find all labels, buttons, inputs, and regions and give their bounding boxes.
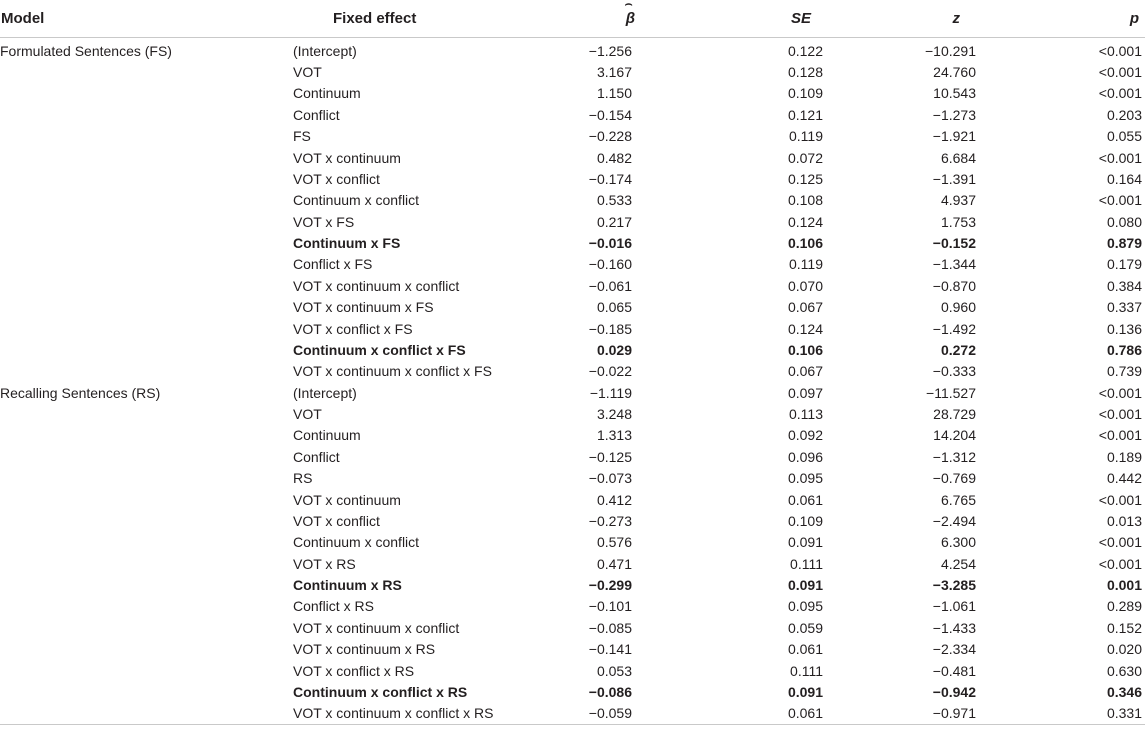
cell-fixed-effect: Conflict xyxy=(293,106,340,123)
header-model: Model xyxy=(0,0,290,38)
cell-se: 0.067 xyxy=(787,363,823,380)
table-row xyxy=(0,83,1145,104)
cell-p: 0.080 xyxy=(1106,213,1142,230)
cell-model xyxy=(0,104,290,125)
cell-model xyxy=(0,297,290,318)
cell-p: <0.001 xyxy=(1098,406,1142,423)
cell-fixed-effect: Conflict x FS xyxy=(293,256,373,273)
table-row xyxy=(0,147,1145,168)
cell-z: −0.769 xyxy=(932,470,976,487)
cell-beta: −0.061 xyxy=(588,277,632,294)
cell-beta: 3.248 xyxy=(596,406,632,423)
cell-fixed-effect: VOT x continuum xyxy=(293,149,401,166)
table-row xyxy=(0,532,1145,553)
cell-z: −1.921 xyxy=(932,128,976,145)
cell-fixed-effect: Continuum x RS xyxy=(293,577,402,594)
header-fixed-effect: Fixed effect xyxy=(290,0,560,38)
cell-beta: −0.185 xyxy=(588,320,632,337)
cell-p: 0.179 xyxy=(1106,256,1142,273)
cell-se: 0.122 xyxy=(787,42,823,59)
cell-model xyxy=(0,318,290,339)
table-bottom-rule xyxy=(0,725,1145,730)
cell-z: −3.285 xyxy=(932,577,976,594)
cell-se: 0.109 xyxy=(787,85,823,102)
cell-beta: 0.053 xyxy=(596,662,632,679)
table-row xyxy=(0,510,1145,531)
table-row xyxy=(0,574,1145,595)
cell-z: 6.765 xyxy=(940,491,976,508)
cell-z: 6.300 xyxy=(940,534,976,551)
cell-beta: 0.217 xyxy=(596,213,632,230)
cell-z: −1.273 xyxy=(932,106,976,123)
cell-fixed-effect: VOT xyxy=(293,406,322,423)
cell-model xyxy=(0,126,290,147)
cell-se: 0.072 xyxy=(787,149,823,166)
table-row xyxy=(0,168,1145,189)
cell-beta: −0.160 xyxy=(588,256,632,273)
table-row xyxy=(0,38,1145,62)
cell-beta: 1.313 xyxy=(596,427,632,444)
cell-p: 0.331 xyxy=(1106,705,1142,722)
cell-beta: −0.085 xyxy=(588,619,632,636)
cell-model xyxy=(0,596,290,617)
table-row xyxy=(0,297,1145,318)
cell-se: 0.128 xyxy=(787,64,823,81)
header-row xyxy=(0,0,1145,38)
table-row xyxy=(0,681,1145,702)
cell-model xyxy=(0,639,290,660)
cell-se: 0.111 xyxy=(790,662,823,679)
table-row xyxy=(0,339,1145,360)
header-se: SE xyxy=(688,0,858,38)
cell-beta: −1.119 xyxy=(589,384,632,401)
cell-beta: −0.141 xyxy=(588,641,632,658)
cell-beta: 0.471 xyxy=(596,555,632,572)
cell-model xyxy=(0,339,290,360)
cell-beta: −0.228 xyxy=(588,128,632,145)
cell-fixed-effect: Continuum xyxy=(293,427,361,444)
cell-model xyxy=(0,532,290,553)
cell-se: 0.061 xyxy=(787,641,823,658)
table-row xyxy=(0,254,1145,275)
cell-p: <0.001 xyxy=(1098,85,1142,102)
cell-model xyxy=(0,425,290,446)
cell-beta: −0.073 xyxy=(588,470,632,487)
cell-fixed-effect: Continuum xyxy=(293,85,361,102)
header-beta: ⌢ β xyxy=(560,0,688,38)
cell-fixed-effect: Continuum x conflict xyxy=(293,192,420,209)
cell-p: <0.001 xyxy=(1098,491,1142,508)
cell-beta: −1.256 xyxy=(588,42,632,59)
table-row xyxy=(0,703,1145,725)
cell-p: 0.189 xyxy=(1106,448,1142,465)
table-row xyxy=(0,660,1145,681)
cell-se: 0.113 xyxy=(789,406,823,423)
cell-z: 6.684 xyxy=(940,149,976,166)
table-row xyxy=(0,190,1145,211)
cell-model xyxy=(0,190,290,211)
cell-z: −11.527 xyxy=(926,384,976,401)
cell-se: 0.095 xyxy=(787,598,823,615)
table-row xyxy=(0,425,1145,446)
cell-model xyxy=(0,168,290,189)
table-row xyxy=(0,403,1145,424)
cell-fixed-effect: VOT x conflict x RS xyxy=(293,662,415,679)
cell-p: <0.001 xyxy=(1098,149,1142,166)
cell-beta: −0.016 xyxy=(588,235,632,252)
cell-p: 0.136 xyxy=(1106,320,1142,337)
cell-p: 0.289 xyxy=(1106,598,1142,615)
cell-beta: 0.533 xyxy=(596,192,632,209)
cell-se: 0.091 xyxy=(787,534,823,551)
cell-model xyxy=(0,510,290,531)
cell-model xyxy=(0,489,290,510)
cell-model xyxy=(0,403,290,424)
table-row xyxy=(0,126,1145,147)
cell-se: 0.095 xyxy=(787,470,823,487)
cell-se: 0.121 xyxy=(787,106,823,123)
table-row xyxy=(0,361,1145,382)
cell-z: −1.344 xyxy=(932,256,976,273)
table-row xyxy=(0,553,1145,574)
cell-se: 0.092 xyxy=(787,427,823,444)
cell-fixed-effect: VOT x RS xyxy=(293,555,356,572)
cell-fixed-effect: Continuum x conflict xyxy=(293,534,420,551)
cell-model xyxy=(0,446,290,467)
cell-model xyxy=(0,553,290,574)
table-row xyxy=(0,318,1145,339)
table-body xyxy=(0,38,1145,725)
table-row xyxy=(0,639,1145,660)
cell-p: <0.001 xyxy=(1098,427,1142,444)
cell-beta: 3.167 xyxy=(596,64,632,81)
cell-se: 0.070 xyxy=(787,277,823,294)
cell-p: 0.203 xyxy=(1106,106,1142,123)
cell-p: 0.013 xyxy=(1106,512,1142,529)
table-row xyxy=(0,275,1145,296)
cell-model xyxy=(0,61,290,82)
cell-z: 0.960 xyxy=(940,299,976,316)
cell-model: Recalling Sentences (RS) xyxy=(0,384,161,401)
cell-model xyxy=(0,83,290,104)
cell-p: 0.630 xyxy=(1106,662,1142,679)
cell-fixed-effect: VOT x conflict x FS xyxy=(293,320,413,337)
cell-z: −0.481 xyxy=(932,662,976,679)
cell-z: 14.204 xyxy=(933,427,976,444)
cell-p: 0.152 xyxy=(1106,619,1142,636)
cell-se: 0.061 xyxy=(787,491,823,508)
cell-z: −2.494 xyxy=(932,512,976,529)
cell-model: Formulated Sentences (FS) xyxy=(0,42,172,59)
cell-se: 0.109 xyxy=(787,512,823,529)
cell-p: <0.001 xyxy=(1098,64,1142,81)
table-row xyxy=(0,617,1145,638)
cell-z: −0.333 xyxy=(932,363,976,380)
cell-z: 28.729 xyxy=(933,406,976,423)
table-row xyxy=(0,232,1145,253)
cell-p: 0.337 xyxy=(1106,299,1142,316)
cell-fixed-effect: VOT x continuum x RS xyxy=(293,641,436,658)
cell-z: −1.433 xyxy=(932,619,976,636)
cell-z: −1.391 xyxy=(932,170,976,187)
header-z: z xyxy=(858,0,1018,38)
cell-model xyxy=(0,703,290,725)
cell-p: 0.739 xyxy=(1106,363,1142,380)
cell-se: 0.091 xyxy=(787,577,823,594)
cell-z: 4.254 xyxy=(940,555,976,572)
cell-p: <0.001 xyxy=(1098,42,1142,59)
cell-model xyxy=(0,361,290,382)
cell-z: −0.152 xyxy=(932,235,976,252)
cell-beta: −0.174 xyxy=(588,170,632,187)
cell-fixed-effect: VOT x continuum x conflict x RS xyxy=(293,705,494,722)
cell-beta: 0.029 xyxy=(596,341,632,358)
cell-z: 0.272 xyxy=(940,341,976,358)
cell-fixed-effect: (Intercept) xyxy=(293,42,357,59)
table-row xyxy=(0,596,1145,617)
cell-fixed-effect: RS xyxy=(293,470,313,487)
cell-p: <0.001 xyxy=(1098,384,1142,401)
cell-se: 0.124 xyxy=(787,213,823,230)
cell-z: −0.870 xyxy=(932,277,976,294)
cell-z: 10.543 xyxy=(933,85,976,102)
cell-se: 0.059 xyxy=(787,619,823,636)
cell-fixed-effect: Continuum x FS xyxy=(293,235,401,252)
table-row xyxy=(0,446,1145,467)
table-row xyxy=(0,211,1145,232)
cell-se: 0.119 xyxy=(789,128,823,145)
cell-p: 0.384 xyxy=(1106,277,1142,294)
cell-p: 0.020 xyxy=(1106,641,1142,658)
cell-fixed-effect: Continuum x conflict x FS xyxy=(293,341,466,358)
cell-model xyxy=(0,254,290,275)
cell-model xyxy=(0,275,290,296)
cell-beta: 0.412 xyxy=(596,491,632,508)
cell-z: −2.334 xyxy=(932,641,976,658)
cell-model xyxy=(0,211,290,232)
table-row xyxy=(0,104,1145,125)
cell-beta: −0.059 xyxy=(588,705,632,722)
cell-beta: 0.482 xyxy=(596,149,632,166)
cell-se: 0.096 xyxy=(787,448,823,465)
cell-model xyxy=(0,468,290,489)
cell-se: 0.091 xyxy=(787,683,823,700)
cell-se: 0.125 xyxy=(787,170,823,187)
cell-fixed-effect: Conflict xyxy=(293,448,340,465)
cell-p: 0.164 xyxy=(1106,170,1142,187)
cell-fixed-effect: VOT x FS xyxy=(293,213,355,230)
cell-z: −0.971 xyxy=(932,705,976,722)
cell-se: 0.067 xyxy=(787,299,823,316)
cell-z: 4.937 xyxy=(940,192,976,209)
cell-z: −1.492 xyxy=(932,320,976,337)
cell-p: 0.786 xyxy=(1106,341,1142,358)
table-row xyxy=(0,382,1145,403)
header-p: p xyxy=(1018,0,1145,38)
cell-p: <0.001 xyxy=(1098,555,1142,572)
cell-fixed-effect: VOT x continuum xyxy=(293,491,401,508)
cell-z: −10.291 xyxy=(925,42,976,59)
cell-fixed-effect: (Intercept) xyxy=(293,384,357,401)
cell-beta: 1.150 xyxy=(596,85,632,102)
cell-z: −0.942 xyxy=(932,683,976,700)
cell-fixed-effect: VOT x continuum x FS xyxy=(293,299,434,316)
cell-fixed-effect: FS xyxy=(293,128,311,145)
cell-beta: −0.125 xyxy=(588,448,632,465)
cell-model xyxy=(0,681,290,702)
cell-beta: −0.154 xyxy=(588,106,632,123)
cell-p: 0.055 xyxy=(1106,128,1142,145)
table-row xyxy=(0,61,1145,82)
cell-se: 0.106 xyxy=(787,341,823,358)
cell-p: 0.442 xyxy=(1106,470,1142,487)
cell-model xyxy=(0,617,290,638)
cell-model xyxy=(0,660,290,681)
cell-model xyxy=(0,232,290,253)
cell-fixed-effect: Conflict x RS xyxy=(293,598,374,615)
cell-se: 0.097 xyxy=(787,384,823,401)
cell-se: 0.124 xyxy=(787,320,823,337)
cell-p: <0.001 xyxy=(1098,192,1142,209)
cell-fixed-effect: VOT x continuum x conflict x FS xyxy=(293,363,492,380)
cell-se: 0.061 xyxy=(787,705,823,722)
cell-se: 0.106 xyxy=(787,235,823,252)
cell-model xyxy=(0,574,290,595)
cell-fixed-effect: VOT x continuum x conflict xyxy=(293,619,460,636)
cell-z: 24.760 xyxy=(933,64,976,81)
table-row xyxy=(0,468,1145,489)
cell-beta: −0.086 xyxy=(588,683,632,700)
cell-fixed-effect: VOT x continuum x conflict xyxy=(293,277,460,294)
cell-fixed-effect: VOT x conflict xyxy=(293,512,380,529)
cell-se: 0.108 xyxy=(787,192,823,209)
cell-beta: −0.299 xyxy=(588,577,632,594)
cell-fixed-effect: Continuum x conflict x RS xyxy=(293,683,468,700)
cell-fixed-effect: VOT xyxy=(293,64,322,81)
cell-p: 0.001 xyxy=(1106,577,1142,594)
cell-z: −1.061 xyxy=(932,598,976,615)
cell-z: 1.753 xyxy=(940,213,976,230)
cell-beta: 0.065 xyxy=(596,299,632,316)
cell-p: 0.879 xyxy=(1106,235,1142,252)
cell-se: 0.111 xyxy=(790,555,823,572)
cell-beta: −0.022 xyxy=(588,363,632,380)
cell-beta: −0.101 xyxy=(588,598,632,615)
cell-beta: −0.273 xyxy=(588,512,632,529)
cell-p: 0.346 xyxy=(1106,683,1142,700)
cell-beta: 0.576 xyxy=(596,534,632,551)
cell-model xyxy=(0,147,290,168)
cell-se: 0.119 xyxy=(789,256,823,273)
table-row xyxy=(0,489,1145,510)
cell-p: <0.001 xyxy=(1098,534,1142,551)
cell-fixed-effect: VOT x conflict xyxy=(293,170,380,187)
cell-z: −1.312 xyxy=(932,448,976,465)
